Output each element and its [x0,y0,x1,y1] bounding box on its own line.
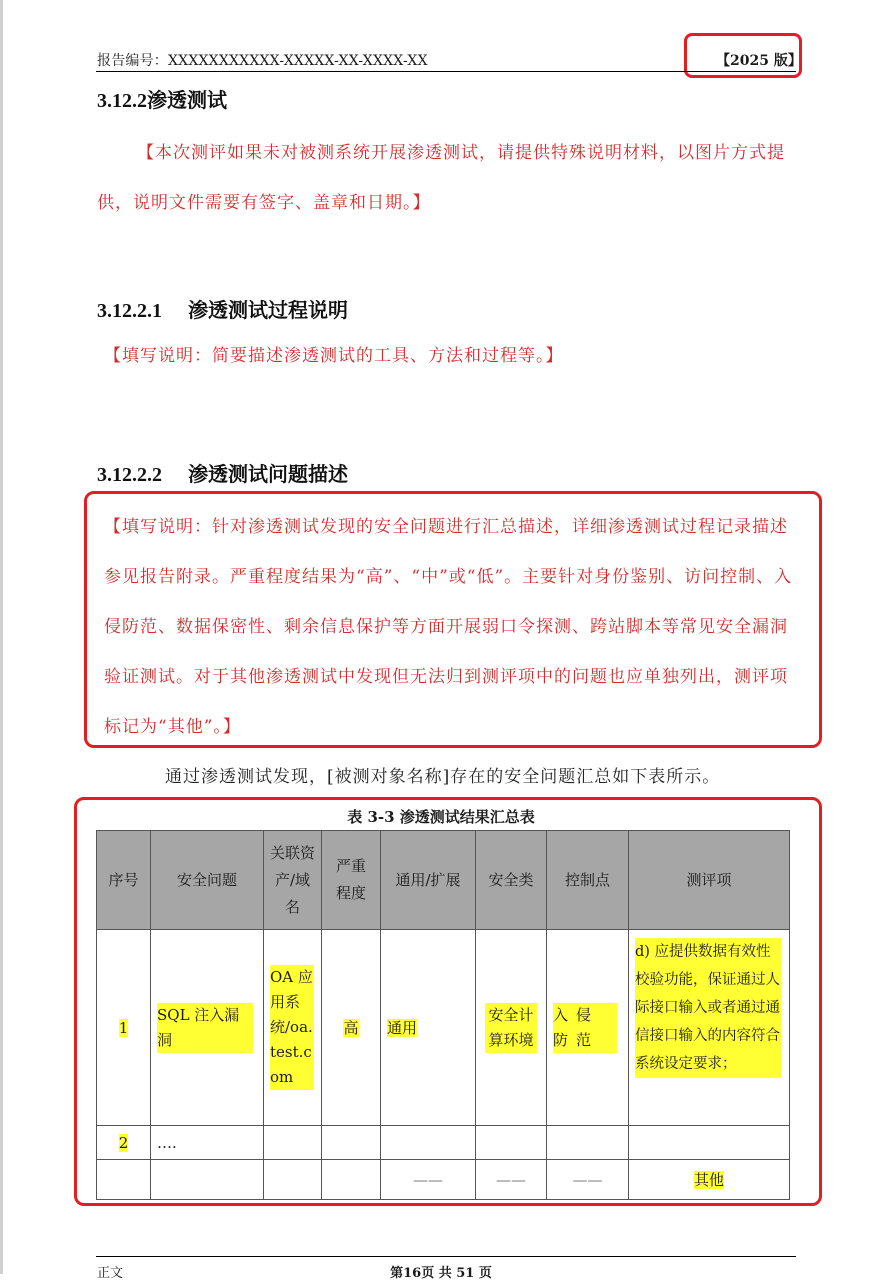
version-label: 【2025 版】 [716,53,802,69]
cell-empty [151,1160,264,1200]
cell-text: 其他 [693,1171,724,1189]
header-cell: 序号 [97,831,151,930]
footer-section-label: 正文 [97,1266,124,1281]
results-table [96,830,790,1200]
footer-rule [96,1256,796,1257]
cell-text: SQL 注入漏洞 [157,1003,253,1053]
table-row [97,1160,790,1200]
section-number: 3.12.2 [97,90,147,112]
cell-empty [264,1126,322,1160]
cell-index [97,930,151,1126]
cell-item [629,930,790,1126]
issues-note: 【填写说明：针对渗透测试发现的安全问题进行汇总描述，详细渗透测试过程记录描述参见报告附录。严重程度结果为“高”、“中”或“低”。主要针对身份鉴别、访问控制、入侵防范、数据保密性、剩余信息保护等方面开展弱口令探测、跨站脚本等常见安全漏洞验证测试。对于其他渗透测试中发现但无法归到测评项中的问题也应单独列出，测评项标记为“其他”。】 [104,517,793,737]
cell-text: 通用 [387,1019,418,1037]
header-cell-text: 关联资产/域名 [269,843,315,916]
process-note: 【填写说明：简要描述渗透测试的工具、方法和过程等。】 [104,346,564,366]
cell-control: —— [547,1160,629,1200]
table-header-row [97,831,790,930]
cell-empty [547,1126,629,1160]
header-cell: 通用/扩展 [381,831,476,930]
header-cell [264,831,322,930]
penetration-test-note: 【本次测评如果未对被测系统开展渗透测试，请提供特殊说明材料，以图片方式提供，说明文件需要有签字、盖章和日期。】 [97,143,785,213]
table-row [97,1126,790,1160]
cell-text: 安全计算环境 [485,1003,537,1053]
cell-issue: …. [151,1126,264,1160]
cell-text: 2 [118,1133,129,1152]
footer-page-number: 第16页 共 51 页 [390,1266,492,1281]
section-heading-issues [97,458,348,487]
section-title: 渗透测试问题描述 [188,462,348,486]
cell-empty [629,1126,790,1160]
cell-text: 高 [343,1019,359,1037]
header-cell: 安全类 [476,831,547,930]
table-caption: 表 3-3 渗透测试结果汇总表 [347,808,535,826]
cell-empty [381,1126,476,1160]
cell-category [476,930,547,1126]
cell-scope: —— [381,1160,476,1200]
cell-text: 入侵防范 [553,1003,617,1053]
cell-empty [322,1126,381,1160]
cell-severity [322,930,381,1126]
header-cell [322,831,381,930]
section-number: 3.12.2.2 [97,464,162,486]
header-cell: 安全问题 [151,831,264,930]
cell-text: d) 应提供数据有效性校验功能，保证通过人际接口输入或者通过通信接口输入的内容符合系统设定要求； [635,938,781,1078]
cell-scope [381,930,476,1126]
cell-text: OA 应用系统/oa.test.com [270,965,314,1090]
cell-asset [264,930,322,1126]
section-title: 渗透测试过程说明 [188,298,348,322]
cell-empty [264,1160,322,1200]
header-cell: 控制点 [547,831,629,930]
section-heading-process [97,294,348,323]
cell-index [97,1126,151,1160]
cell-text: 1 [118,1018,129,1037]
section-heading-penetration-test [97,84,227,113]
cell-empty [322,1160,381,1200]
cell-empty [476,1126,547,1160]
cell-item [629,1160,790,1200]
page-edge [0,0,3,1274]
header-rule [96,71,796,72]
report-number: 报告编号：XXXXXXXXXXX-XXXXX-XX-XXXX-XX [97,53,428,69]
cell-issue [151,930,264,1126]
section-title: 渗透测试 [147,88,227,112]
table-row [97,930,790,1126]
cell-empty [97,1160,151,1200]
table-intro-text: 通过渗透测试发现，[被测对象名称]存在的安全问题汇总如下表所示。 [165,767,721,787]
cell-category: —— [476,1160,547,1200]
header-cell-text: 严重程度 [335,857,366,902]
cell-control [547,930,629,1126]
header-cell: 测评项 [629,831,790,930]
section-number: 3.12.2.1 [97,300,162,322]
